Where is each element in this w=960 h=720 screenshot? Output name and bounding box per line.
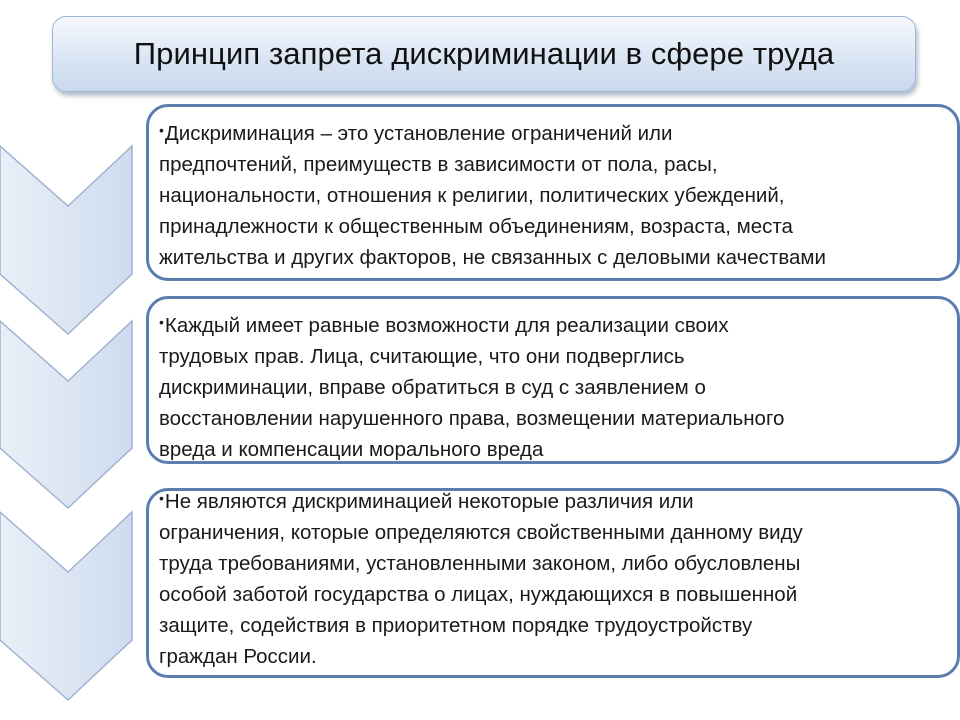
text-line: восстановлении нарушенного права, возмещении материального [159, 407, 785, 430]
text-line: дискриминации, вправе обратиться в суд с заявлением о [159, 376, 706, 399]
text-line: жительства и других факторов, не связанных с деловыми качествами [159, 246, 826, 269]
text-line: граждан России. [159, 645, 317, 668]
text-line: предпочтений, преимуществ в зависимости от пола, расы, [159, 153, 718, 176]
text-line: •Не являются дискриминацией некоторые различия или [159, 490, 694, 513]
bullet-point: • [159, 490, 164, 506]
chevron-arrow-2 [0, 321, 132, 508]
text-line: вреда и компенсации морального вреда [159, 438, 544, 461]
text-line: труда требованиями, установленными законом, либо обусловлены [159, 552, 801, 575]
text-line: особой заботой государства о лицах, нуждающихся в повышенной [159, 583, 798, 606]
text-line: •Дискриминация – это установление ограничений или [159, 122, 673, 145]
chevron-arrow-1 [0, 146, 132, 334]
page-title: Принцип запрета дискриминации в сфере труда [133, 36, 835, 71]
text-line: трудовых прав. Лица, считающие, что они подверглись [159, 345, 685, 368]
bullet-point: • [159, 122, 164, 138]
text-line: ограничения, которые определяются свойственными данному виду [159, 521, 803, 544]
text-line: защите, содействия в приоритетном порядке трудоустройству [159, 614, 753, 637]
text-block-definition [146, 104, 960, 281]
text-block-exceptions [146, 488, 960, 678]
text-block-equal-opportunities [146, 296, 960, 464]
bullet-point: • [159, 314, 164, 330]
text-line: •Каждый имеет равные возможности для реализации своих [159, 314, 729, 337]
text-line: национальности, отношения к религии, политических убеждений, [159, 184, 785, 207]
text-line: принадлежности к общественным объединениям, возраста, места [159, 215, 793, 238]
chevron-arrow-3 [0, 512, 132, 700]
